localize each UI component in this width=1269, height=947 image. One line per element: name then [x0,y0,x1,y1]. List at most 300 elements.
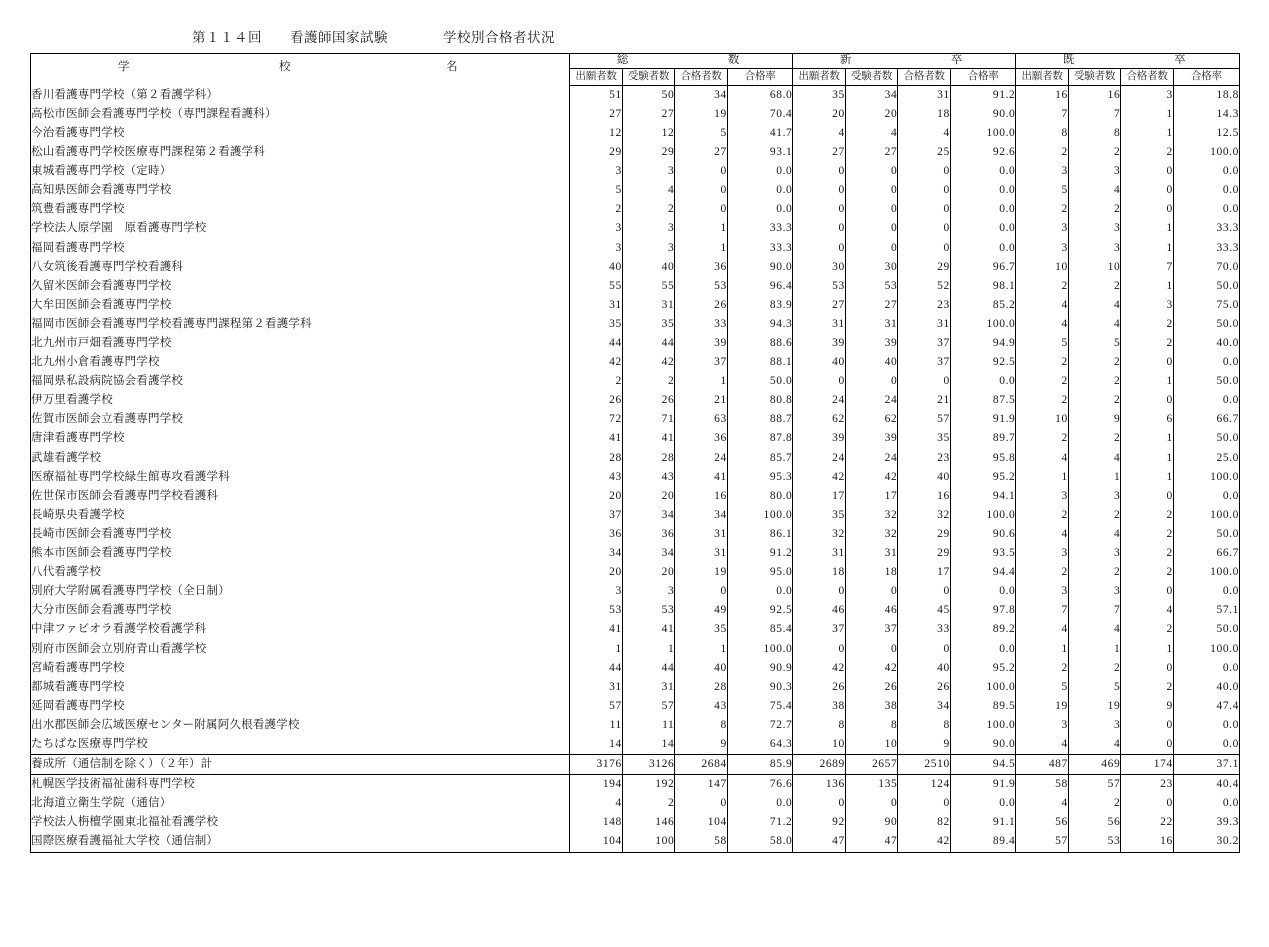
table-row [31,430,1239,449]
cell-total-examinees: 50 [622,86,674,106]
cell-total-applicants: 11 [570,716,622,735]
cell-total-pass-rate: 91.2 [727,544,793,563]
column-header-repeat-passers: 合格者数 [1121,69,1173,86]
group-header-repeat-right: 卒 [1121,54,1239,69]
cell-new-passers: 0 [898,162,950,181]
cell-total-passers: 39 [675,334,727,353]
cell-total-applicants: 2 [570,372,622,391]
table-row [31,582,1239,601]
cell-repeat-passers: 3 [1121,296,1173,315]
cell-new-pass-rate: 91.2 [950,86,1016,106]
cell-new-pass-rate: 97.8 [950,602,1016,621]
cell-total-pass-rate: 100.0 [727,640,793,659]
cell-repeat-passers: 1 [1121,277,1173,296]
cell-total-applicants: 3 [570,220,622,239]
cell-new-pass-rate: 95.8 [950,449,1016,468]
cell-new-examinees: 34 [845,86,897,106]
cell-total-pass-rate: 0.0 [727,201,793,220]
cell-repeat-applicants: 3 [1016,582,1068,601]
cell-repeat-passers: 174 [1121,755,1173,775]
cell-repeat-examinees: 53 [1068,833,1120,852]
cell-new-passers: 0 [898,794,950,813]
cell-new-pass-rate: 89.2 [950,621,1016,640]
cell-repeat-examinees: 9 [1068,411,1120,430]
cell-new-pass-rate: 0.0 [950,239,1016,258]
cell-repeat-examinees: 4 [1068,181,1120,200]
cell-repeat-passers: 4 [1121,602,1173,621]
cell-total-examinees: 3 [622,582,674,601]
title-exam-name: 看護師国家試験 [290,30,388,45]
cell-total-pass-rate: 33.3 [727,220,793,239]
cell-repeat-pass-rate: 100.0 [1173,468,1239,487]
cell-total-examinees: 41 [622,621,674,640]
cell-new-passers: 0 [898,582,950,601]
cell-repeat-passers: 2 [1121,678,1173,697]
cell-total-pass-rate: 58.0 [727,833,793,852]
cell-repeat-pass-rate: 0.0 [1173,181,1239,200]
cell-repeat-applicants: 2 [1016,372,1068,391]
cell-repeat-applicants: 2 [1016,392,1068,411]
cell-total-pass-rate: 88.1 [727,353,793,372]
cell-repeat-passers: 22 [1121,814,1173,833]
school-name-cell: 高松市医師会看護専門学校（専門課程看護科） [31,107,277,120]
cell-total-examinees: 28 [622,449,674,468]
cell-total-passers: 63 [675,411,727,430]
cell-new-applicants: 4 [793,124,845,143]
school-name-cell: 別府大学附属看護専門学校（全日制） [31,585,230,598]
cell-total-pass-rate: 94.3 [727,315,793,334]
cell-repeat-examinees: 16 [1068,86,1120,106]
cell-total-applicants: 42 [570,353,622,372]
cell-new-applicants: 27 [793,296,845,315]
cell-new-passers: 29 [898,258,950,277]
school-name-cell: 都城看護専門学校 [31,680,125,693]
cell-total-passers: 26 [675,296,727,315]
cell-repeat-applicants: 2 [1016,506,1068,525]
cell-new-pass-rate: 94.5 [950,755,1016,775]
cell-new-pass-rate: 91.9 [950,411,1016,430]
cell-new-examinees: 42 [845,468,897,487]
cell-repeat-applicants: 2 [1016,277,1068,296]
cell-new-pass-rate: 93.5 [950,544,1016,563]
cell-repeat-pass-rate: 0.0 [1173,353,1239,372]
school-header-char-1: 学 [118,61,130,73]
cell-repeat-pass-rate: 57.1 [1173,602,1239,621]
cell-total-passers: 37 [675,353,727,372]
cell-total-examinees: 71 [622,411,674,430]
cell-repeat-applicants: 7 [1016,602,1068,621]
cell-repeat-examinees: 7 [1068,602,1120,621]
cell-new-applicants: 0 [793,181,845,200]
cell-total-pass-rate: 92.5 [727,602,793,621]
cell-total-examinees: 55 [622,277,674,296]
cell-new-applicants: 2689 [793,755,845,775]
cell-new-passers: 52 [898,277,950,296]
cell-total-passers: 58 [675,833,727,852]
cell-new-pass-rate: 0.0 [950,640,1016,659]
cell-total-applicants: 28 [570,449,622,468]
cell-total-pass-rate: 33.3 [727,239,793,258]
cell-total-examinees: 44 [622,334,674,353]
results-table [31,54,1239,852]
cell-new-pass-rate: 100.0 [950,716,1016,735]
cell-total-applicants: 41 [570,621,622,640]
cell-total-applicants: 41 [570,430,622,449]
cell-new-applicants: 0 [793,201,845,220]
cell-new-applicants: 24 [793,449,845,468]
table-row [31,143,1239,162]
school-header-char-3: 名 [446,61,458,73]
table-row [31,162,1239,181]
cell-new-examinees: 90 [845,814,897,833]
cell-total-examinees: 20 [622,563,674,582]
cell-new-passers: 29 [898,544,950,563]
cell-total-applicants: 44 [570,334,622,353]
cell-new-passers: 31 [898,86,950,106]
cell-total-pass-rate: 0.0 [727,582,793,601]
cell-new-passers: 0 [898,181,950,200]
cell-new-passers: 18 [898,105,950,124]
cell-total-passers: 34 [675,506,727,525]
cell-total-examinees: 36 [622,525,674,544]
table-row [31,735,1239,755]
cell-new-pass-rate: 94.4 [950,563,1016,582]
cell-repeat-applicants: 7 [1016,105,1068,124]
cell-total-applicants: 12 [570,124,622,143]
cell-new-pass-rate: 92.6 [950,143,1016,162]
table-row [31,353,1239,372]
cell-total-examinees: 3126 [622,755,674,775]
cell-new-applicants: 0 [793,239,845,258]
cell-total-applicants: 27 [570,105,622,124]
cell-total-passers: 27 [675,143,727,162]
cell-repeat-passers: 2 [1121,506,1173,525]
cell-new-passers: 23 [898,449,950,468]
school-name-cell: 高知県医師会看護専門学校 [31,184,172,197]
cell-new-passers: 35 [898,430,950,449]
cell-total-pass-rate: 75.4 [727,697,793,716]
cell-new-passers: 0 [898,239,950,258]
cell-total-examinees: 57 [622,697,674,716]
cell-new-passers: 31 [898,315,950,334]
cell-repeat-applicants: 57 [1016,833,1068,852]
cell-repeat-applicants: 16 [1016,86,1068,106]
cell-total-pass-rate: 90.0 [727,258,793,277]
table-row [31,621,1239,640]
cell-repeat-pass-rate: 33.3 [1173,220,1239,239]
cell-new-passers: 0 [898,201,950,220]
cell-repeat-applicants: 2 [1016,563,1068,582]
cell-total-passers: 8 [675,716,727,735]
group-header-new-left: 新 [793,54,898,69]
cell-repeat-applicants: 3 [1016,162,1068,181]
column-header-repeat-pass-rate: 合格率 [1173,69,1239,86]
cell-new-applicants: 39 [793,334,845,353]
cell-total-applicants: 26 [570,392,622,411]
cell-repeat-applicants: 4 [1016,296,1068,315]
cell-new-examinees: 0 [845,239,897,258]
cell-total-applicants: 1 [570,640,622,659]
cell-new-applicants: 31 [793,544,845,563]
table-row [31,449,1239,468]
cell-new-passers: 37 [898,334,950,353]
cell-new-pass-rate: 0.0 [950,181,1016,200]
cell-total-examinees: 31 [622,296,674,315]
cell-repeat-examinees: 2 [1068,143,1120,162]
table-row [31,544,1239,563]
cell-repeat-passers: 0 [1121,201,1173,220]
cell-new-passers: 29 [898,525,950,544]
cell-new-examinees: 0 [845,372,897,391]
cell-repeat-examinees: 2 [1068,392,1120,411]
cell-new-passers: 2510 [898,755,950,775]
school-name-cell: 延岡看護専門学校 [31,699,125,712]
cell-repeat-passers: 0 [1121,794,1173,813]
cell-new-applicants: 42 [793,468,845,487]
cell-total-pass-rate: 88.7 [727,411,793,430]
cell-new-pass-rate: 100.0 [950,678,1016,697]
cell-repeat-pass-rate: 14.3 [1173,105,1239,124]
cell-repeat-examinees: 2 [1068,372,1120,391]
group-header-total-right: 数 [675,54,793,69]
cell-total-passers: 1 [675,372,727,391]
cell-new-applicants: 40 [793,353,845,372]
cell-new-pass-rate: 95.2 [950,468,1016,487]
cell-new-examinees: 37 [845,621,897,640]
cell-repeat-passers: 1 [1121,372,1173,391]
school-name-cell: 八代看護学校 [31,566,102,579]
cell-total-pass-rate: 50.0 [727,372,793,391]
cell-total-applicants: 34 [570,544,622,563]
cell-total-passers: 43 [675,697,727,716]
cell-repeat-passers: 2 [1121,621,1173,640]
cell-repeat-examinees: 4 [1068,621,1120,640]
cell-repeat-applicants: 2 [1016,353,1068,372]
cell-total-passers: 0 [675,201,727,220]
cell-repeat-pass-rate: 0.0 [1173,582,1239,601]
table-row [31,334,1239,353]
cell-new-applicants: 39 [793,430,845,449]
cell-total-examinees: 27 [622,105,674,124]
cell-total-pass-rate: 85.9 [727,755,793,775]
group-header-new-right: 卒 [898,54,1016,69]
cell-total-applicants: 194 [570,775,622,795]
column-header-total-pass-rate: 合格率 [727,69,793,86]
cell-repeat-examinees: 5 [1068,334,1120,353]
table-row [31,86,1239,106]
school-name-cell: 福岡看護専門学校 [31,241,125,254]
cell-new-examinees: 4 [845,124,897,143]
cell-total-passers: 104 [675,814,727,833]
cell-new-examinees: 26 [845,678,897,697]
cell-new-passers: 25 [898,143,950,162]
cell-new-passers: 4 [898,124,950,143]
table-row [31,487,1239,506]
cell-new-passers: 0 [898,220,950,239]
cell-total-pass-rate: 0.0 [727,162,793,181]
cell-total-examinees: 2 [622,201,674,220]
school-name-cell: 福岡県私設病院協会看護学校 [31,375,184,388]
title-subtitle: 学校別合格者状況 [443,30,555,45]
column-header-total-examinees: 受験者数 [622,69,674,86]
school-name-cell: 長崎県央看護学校 [31,508,125,521]
cell-total-examinees: 146 [622,814,674,833]
cell-repeat-pass-rate: 37.1 [1173,755,1239,775]
table-header-group-row [31,54,1239,69]
table-row [31,277,1239,296]
cell-repeat-examinees: 2 [1068,659,1120,678]
cell-new-examinees: 24 [845,449,897,468]
cell-repeat-pass-rate: 50.0 [1173,372,1239,391]
cell-new-examinees: 8 [845,716,897,735]
cell-new-examinees: 31 [845,544,897,563]
cell-new-pass-rate: 94.1 [950,487,1016,506]
cell-repeat-passers: 1 [1121,239,1173,258]
cell-total-applicants: 43 [570,468,622,487]
cell-repeat-pass-rate: 30.2 [1173,833,1239,852]
cell-new-pass-rate: 98.1 [950,277,1016,296]
table-row [31,678,1239,697]
cell-total-applicants: 53 [570,602,622,621]
cell-new-examinees: 27 [845,296,897,315]
cell-repeat-passers: 9 [1121,697,1173,716]
cell-total-applicants: 35 [570,315,622,334]
column-header-total-applicants: 出願者数 [570,69,622,86]
table-row [31,372,1239,391]
cell-total-examinees: 44 [622,659,674,678]
cell-total-examinees: 53 [622,602,674,621]
cell-repeat-pass-rate: 50.0 [1173,525,1239,544]
cell-new-applicants: 53 [793,277,845,296]
cell-repeat-pass-rate: 12.5 [1173,124,1239,143]
cell-repeat-examinees: 3 [1068,487,1120,506]
cell-new-examinees: 135 [845,775,897,795]
cell-total-passers: 19 [675,563,727,582]
results-table-wrapper [30,53,1240,853]
cell-total-pass-rate: 80.8 [727,392,793,411]
cell-total-applicants: 72 [570,411,622,430]
group-header-total-left: 総 [570,54,675,69]
school-name-cell: 福岡市医師会看護専門学校看護専門課程第２看護学科 [31,317,312,330]
cell-new-applicants: 10 [793,735,845,755]
cell-repeat-applicants: 4 [1016,735,1068,755]
school-name-cell: 伊万里看護学校 [31,394,113,407]
school-name-cell: 学校法人原学園 原看護専門学校 [31,222,207,235]
cell-total-applicants: 3176 [570,755,622,775]
cell-repeat-examinees: 4 [1068,525,1120,544]
table-row [31,220,1239,239]
table-row [31,775,1239,795]
cell-new-pass-rate: 95.2 [950,659,1016,678]
cell-new-examinees: 0 [845,181,897,200]
cell-new-applicants: 20 [793,105,845,124]
column-header-new-pass-rate: 合格率 [950,69,1016,86]
cell-repeat-examinees: 1 [1068,468,1120,487]
cell-total-examinees: 12 [622,124,674,143]
cell-repeat-passers: 0 [1121,582,1173,601]
cell-new-applicants: 31 [793,315,845,334]
cell-total-passers: 24 [675,449,727,468]
cell-repeat-passers: 1 [1121,449,1173,468]
cell-new-examinees: 38 [845,697,897,716]
cell-new-passers: 17 [898,563,950,582]
cell-repeat-pass-rate: 100.0 [1173,640,1239,659]
cell-new-applicants: 24 [793,392,845,411]
title-session: 第１１４回 [192,30,262,45]
cell-total-examinees: 34 [622,506,674,525]
cell-new-pass-rate: 90.0 [950,735,1016,755]
table-row [31,525,1239,544]
table-row-summary [31,755,1239,775]
table-row [31,296,1239,315]
cell-new-examinees: 0 [845,162,897,181]
cell-total-pass-rate: 100.0 [727,506,793,525]
cell-new-passers: 0 [898,640,950,659]
table-row [31,411,1239,430]
cell-repeat-passers: 23 [1121,775,1173,795]
cell-repeat-pass-rate: 0.0 [1173,735,1239,755]
cell-repeat-pass-rate: 0.0 [1173,487,1239,506]
cell-repeat-pass-rate: 100.0 [1173,143,1239,162]
cell-repeat-applicants: 4 [1016,525,1068,544]
school-name-cell: 今治看護専門学校 [31,126,125,139]
cell-repeat-pass-rate: 47.4 [1173,697,1239,716]
cell-repeat-examinees: 57 [1068,775,1120,795]
cell-repeat-passers: 2 [1121,315,1173,334]
cell-new-passers: 42 [898,833,950,852]
cell-repeat-applicants: 3 [1016,220,1068,239]
cell-repeat-pass-rate: 50.0 [1173,315,1239,334]
cell-repeat-passers: 1 [1121,468,1173,487]
cell-total-examinees: 20 [622,487,674,506]
cell-repeat-examinees: 5 [1068,678,1120,697]
cell-new-passers: 40 [898,659,950,678]
cell-new-passers: 23 [898,296,950,315]
table-row [31,105,1239,124]
school-name-cell: 熊本市医師会看護専門学校 [31,547,172,560]
cell-total-examinees: 31 [622,678,674,697]
table-row [31,716,1239,735]
cell-repeat-applicants: 4 [1016,621,1068,640]
school-name-cell: 学校法人栴檀学園東北福祉看護学校 [31,816,219,829]
cell-repeat-examinees: 3 [1068,239,1120,258]
cell-new-pass-rate: 85.2 [950,296,1016,315]
cell-new-applicants: 0 [793,582,845,601]
cell-total-applicants: 40 [570,258,622,277]
cell-total-examinees: 43 [622,468,674,487]
cell-new-applicants: 0 [793,372,845,391]
cell-new-applicants: 136 [793,775,845,795]
cell-new-applicants: 38 [793,697,845,716]
cell-total-passers: 31 [675,525,727,544]
cell-new-examinees: 0 [845,794,897,813]
cell-new-examinees: 39 [845,430,897,449]
cell-total-pass-rate: 87.8 [727,430,793,449]
school-name-cell: 別府市医師会立別府青山看護学校 [31,642,207,655]
school-name-cell: 長崎市医師会看護専門学校 [31,527,172,540]
cell-total-passers: 0 [675,794,727,813]
school-name-cell: 東城看護専門学校（定時） [31,165,172,178]
cell-new-pass-rate: 100.0 [950,124,1016,143]
school-name-cell: 北九州小倉看護専門学校 [31,356,160,369]
cell-repeat-applicants: 1 [1016,468,1068,487]
cell-repeat-applicants: 4 [1016,315,1068,334]
cell-total-pass-rate: 90.9 [727,659,793,678]
cell-repeat-passers: 0 [1121,162,1173,181]
cell-total-examinees: 14 [622,735,674,755]
cell-new-examinees: 62 [845,411,897,430]
cell-repeat-applicants: 2 [1016,659,1068,678]
